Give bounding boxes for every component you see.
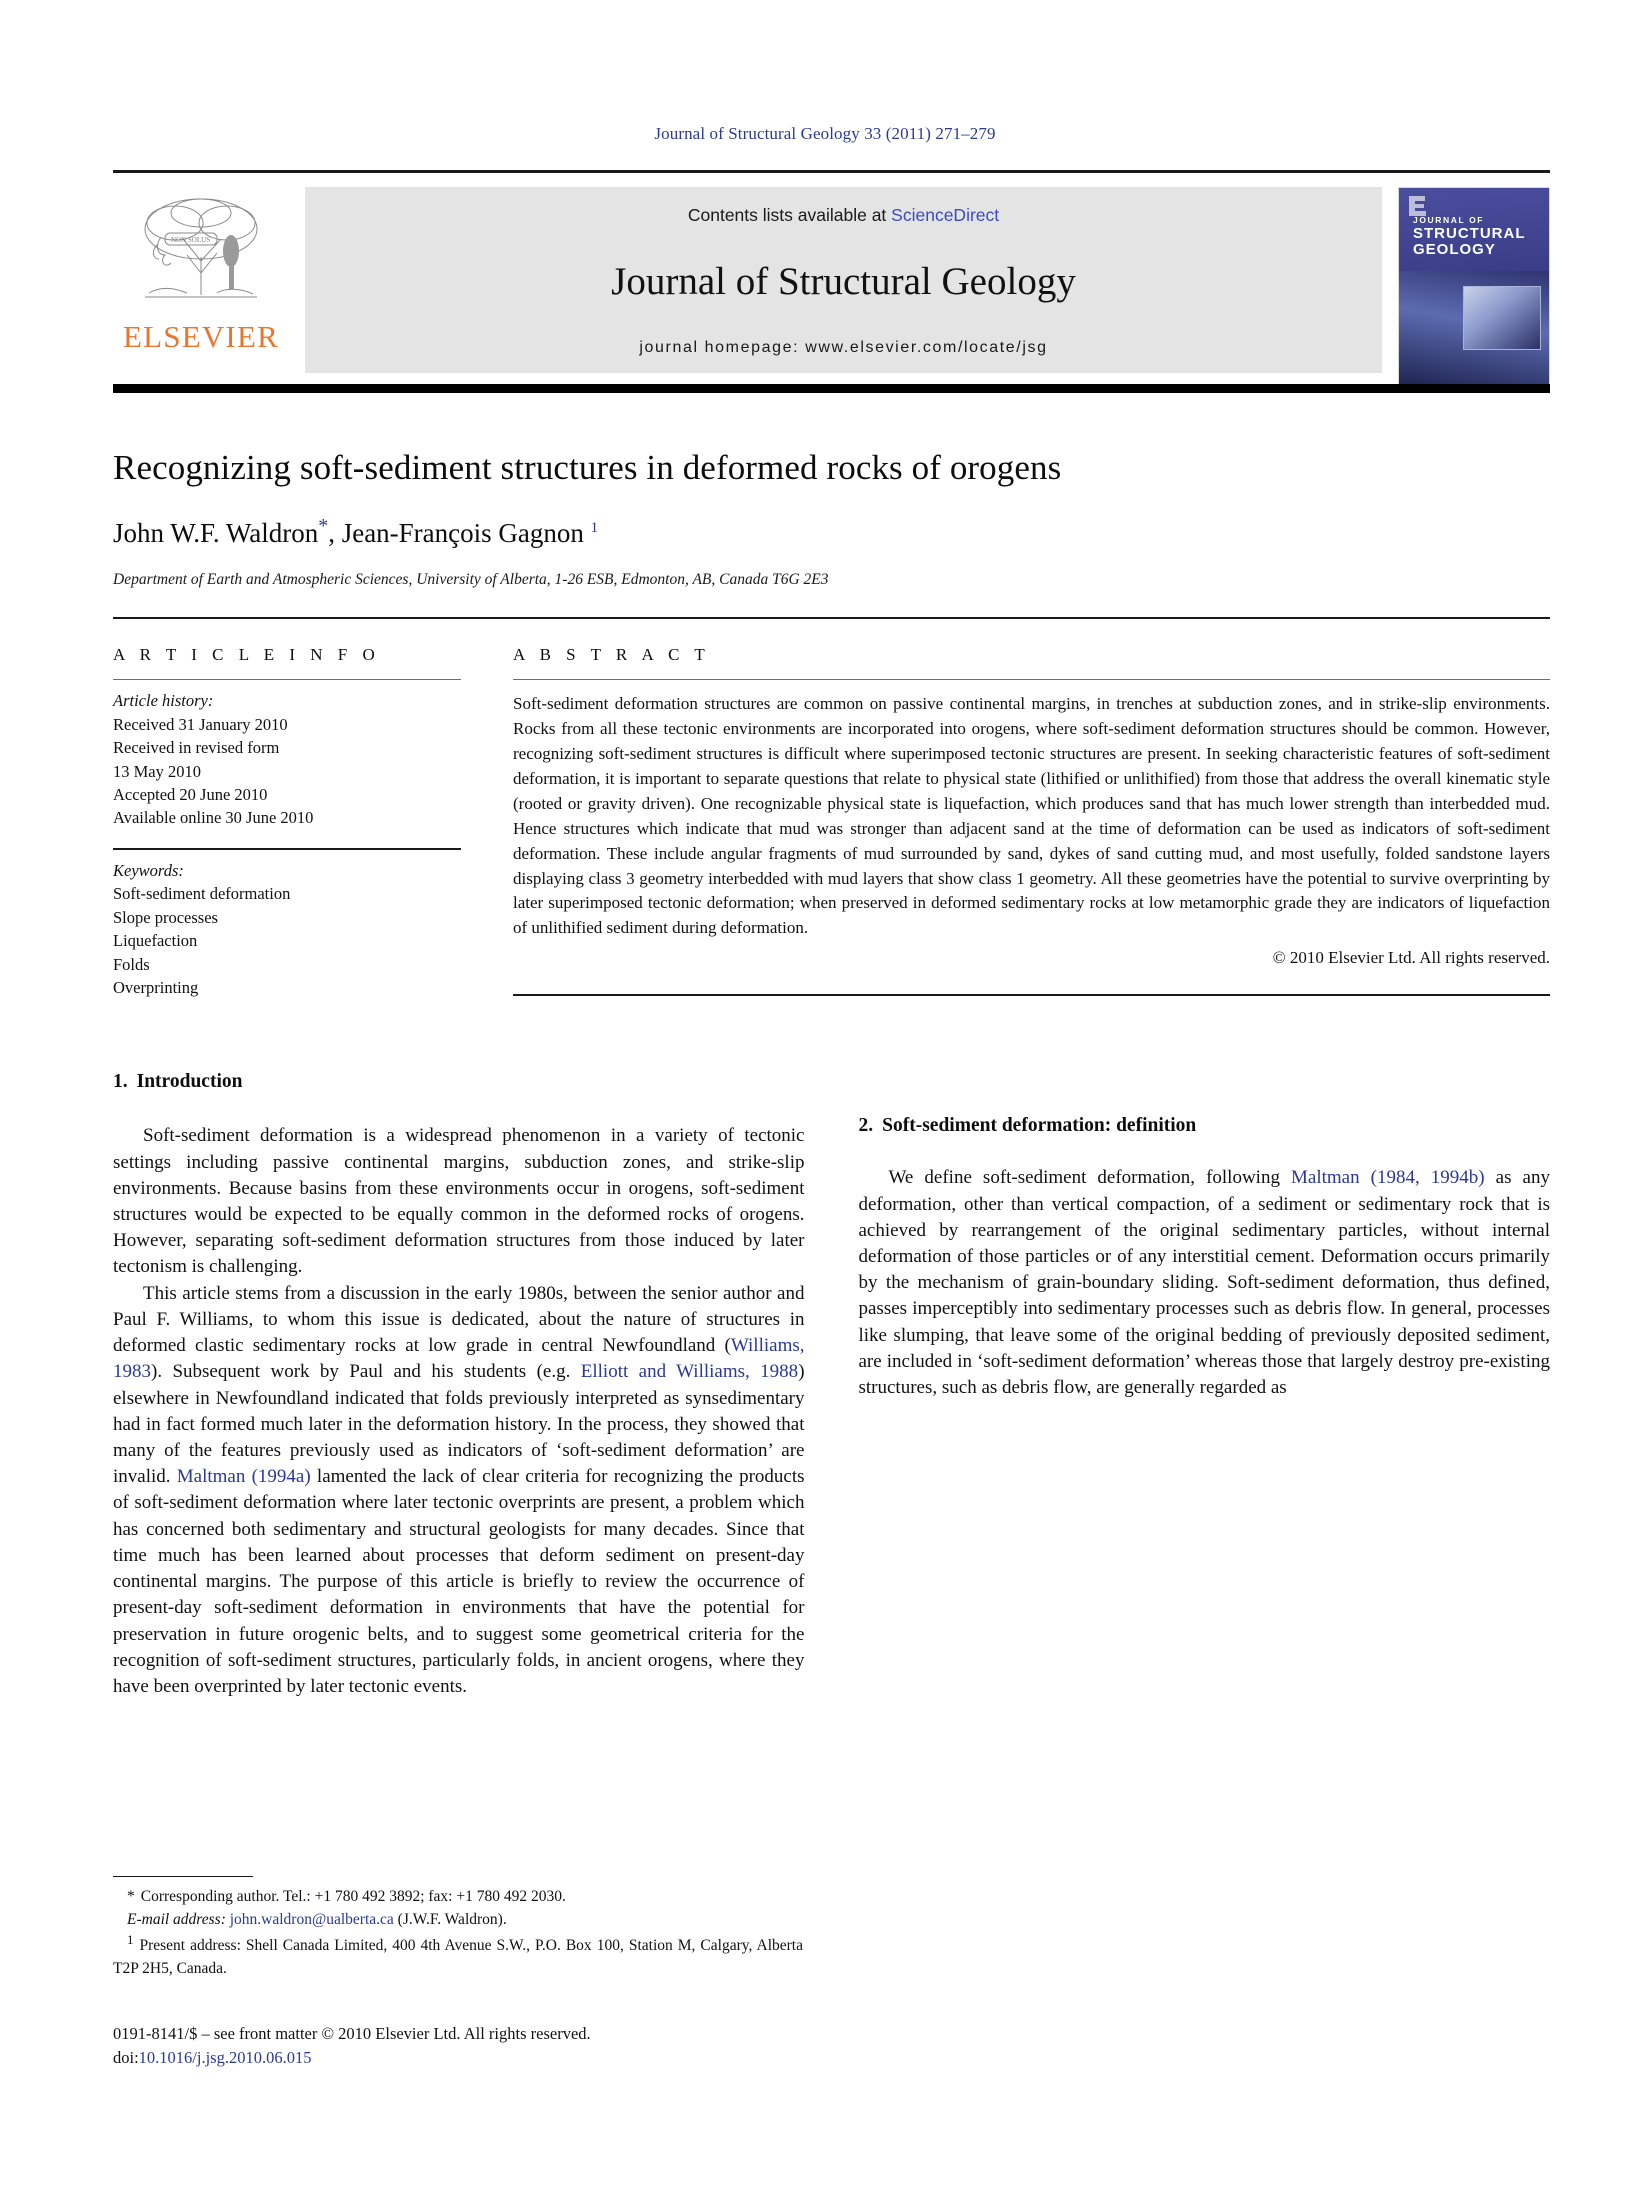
footnotes-block <box>113 1876 803 1981</box>
footnote-marker: 1 <box>127 1932 134 1948</box>
doi-label: doi: <box>113 2048 139 2068</box>
contents-line <box>688 205 999 226</box>
author-list <box>113 515 1550 549</box>
footnote-text: Corresponding author. Tel.: +1 780 492 3892; fax: +1 780 492 2030. <box>140 1888 566 1905</box>
keywords-rule <box>113 848 461 850</box>
title-block <box>113 447 1550 589</box>
footnote-present-address <box>113 1931 803 1980</box>
footnote-text: Present address: Shell Canada Limited, 400 4th Avenue S.W., P.O. Box 100, Station M, Calgary, Alberta T2P 2H5, Canada. <box>113 1937 803 1978</box>
cover-title <box>1413 216 1526 259</box>
article-info-rule <box>113 679 461 680</box>
abstract-column <box>513 645 1550 999</box>
text-run: as any deformation, other than vertical compaction, of a sediment or sedimentary rock that is achieved by rearrangement of the original sedimentary particles, without internal deformation of those particles or of any interstitial cement. Deformation occurs primarily by the mechanism of grain-boundary sliding. Soft-sediment deformation, thus defined, passes imperceptibly into sedimentary processes such as debris flow. In general, processes like slumping, that leave some of the original bedding of previously deposited sediment, are included in ‘soft-sediment deformation’ whereas those that largely destroy pre-existing structures, such as debris flow, are generally regarded as <box>858 1167 1550 1399</box>
citation-link[interactable]: Maltman (1994a) <box>176 1466 311 1488</box>
footnote-email <box>113 1909 803 1932</box>
keyword-item: Folds <box>113 954 150 974</box>
journal-homepage[interactable]: journal homepage: www.elsevier.com/locate/jsg <box>639 339 1048 356</box>
front-matter-line: 0191-8141/$ – see front matter © 2010 Elsevier Ltd. All rights reserved. <box>113 2024 591 2043</box>
elsevier-wordmark: ELSEVIER <box>123 319 279 354</box>
cover-title-line3: GEOLOGY <box>1413 241 1496 259</box>
footnote-separator <box>113 1876 253 1877</box>
keywords-label: Keywords: <box>113 860 184 880</box>
history-item: Available online 30 June 2010 <box>113 808 314 828</box>
cover-title-line1: JOURNAL OF <box>1413 215 1485 225</box>
abstract-rule <box>513 679 1550 680</box>
article-info-heading: A R T I C L E I N F O <box>113 645 381 665</box>
text-run: ) elsewhere in Newfoundland indicated that folds previously interpreted as synsedimentary had in fact formed much later in the deformation history. In the process, they showed that many of the features previously used as indicators of ‘soft-sediment deformation’ are invalid. <box>113 1361 805 1488</box>
keyword-item: Liquefaction <box>113 931 198 951</box>
text-run: This article stems from a discussion in the early 1980s, between the senior author and Paul F. Williams, to whom this issue is dedicated, about the nature of structures in deformed clastic sedimentary rocks at low grade in central Newfoundland ( <box>113 1282 805 1357</box>
email-label: E-mail address: <box>127 1910 226 1928</box>
section-title: Introduction <box>136 1071 243 1093</box>
keyword-item: Overprinting <box>113 977 199 997</box>
citation-link[interactable]: Maltman (1984, 1994b) <box>1291 1167 1485 1189</box>
section-number: 2. <box>858 1115 874 1137</box>
info-abstract-row <box>113 645 1550 999</box>
history-item: Received 31 January 2010 <box>113 714 288 734</box>
cover-elsevier-icon <box>1407 194 1427 216</box>
keyword-item: Soft-sediment deformation <box>113 884 291 904</box>
section-heading-introduction <box>113 1071 805 1093</box>
sciencedirect-link[interactable]: ScienceDirect <box>891 205 1000 225</box>
affiliation: Department of Earth and Atmospheric Sciences, University of Alberta, 1-26 ESB, Edmonton, AB, Canada T6G 2E3 <box>113 571 829 589</box>
citation-link[interactable]: Elliott and Williams, 1988 <box>580 1361 799 1383</box>
svg-text:NON SOLUS: NON SOLUS <box>171 236 211 244</box>
abstract-text: Soft-sediment deformation structures are common on passive continental margins, in trenches at subduction zones, and in strike-slip environments. Rocks from all these tectonic environments are incorporated into orogens, where soft-sediment deformation structures should be common. However, recognizing soft-sediment structures is difficult where superimposed tectonic structures are present. In seeking characteristic features of soft-sediment deformation, it is important to separate questions that relate to physical state (lithified or unlithified) from those that address the overall kinematic style (rooted or gravity driven). One recognizable physical state is liquefaction, which produces sand that has much lower strength than interbedded mud. Hence structures which indicate that mud was stronger than adjacent sand at the time of deformation can be used as indicators of soft-sediment deformation. These include angular fragments of mud surrounded by sand, dykes of sand cutting mud, and most usefully, folded sandstone layers displaying class 3 geometry interbedded with mud layers that show class 1 geometry. All these geometries have the potential to survive overprinting by later superimposed tectonic deformation; when preserved in deformed sedimentary rocks at low metamorphic grade they are indicators of liquefaction of unlithified sediment during deformation. <box>513 694 1550 938</box>
article-history-block <box>113 689 461 830</box>
email-link[interactable]: john.waldron@ualberta.ca <box>229 1910 394 1928</box>
colophon-block <box>113 2022 833 2071</box>
journal-cover-thumbnail[interactable] <box>1398 187 1550 387</box>
footnote-marker: * <box>127 1888 135 1905</box>
section-title: Soft-sediment deformation: definition <box>882 1115 1197 1137</box>
elsevier-logo <box>113 187 289 381</box>
history-item: Received in revised form <box>113 738 280 758</box>
paragraph <box>113 1281 805 1701</box>
keywords-block <box>113 859 461 1000</box>
abstract-copyright: © 2010 Elsevier Ltd. All rights reserved. <box>1272 948 1550 968</box>
journal-band <box>305 187 1382 373</box>
section-heading-definition <box>859 1115 1551 1137</box>
elsevier-tree-icon <box>131 189 271 317</box>
journal-title: Journal of Structural Geology <box>611 260 1076 303</box>
abstract-heading: A B S T R A C T <box>513 645 711 665</box>
journal-masthead <box>113 170 1550 381</box>
abstract-bottom-rule <box>513 994 1550 996</box>
cover-title-line2: STRUCTURAL <box>1413 224 1526 242</box>
body-column-right <box>859 1071 1551 1700</box>
history-item: 13 May 2010 <box>113 761 201 781</box>
footnote-corresponding-author <box>113 1886 803 1909</box>
author-one: John W.F. Waldron <box>113 518 319 549</box>
article-history-label: Article history: <box>113 691 214 711</box>
email-owner: (J.W.F. Waldron). <box>397 1910 507 1928</box>
keyword-item: Slope processes <box>113 907 218 927</box>
contents-prefix: Contents lists available at <box>687 205 892 225</box>
citation-link[interactable]: Williams, 1983 <box>113 1335 805 1383</box>
masthead-bottom-rule <box>113 384 1550 393</box>
body-column-left <box>113 1071 805 1700</box>
corresponding-author-marker: * <box>318 515 329 538</box>
paragraph: Soft-sediment deformation is a widespread phenomenon in a variety of tectonic settings including passive continental margins, subduction zones, and strike-slip environments. Because basins from these environments occur in orogens, soft-sediment structures would be expected to be equally common in the deformed rocks of orogens. However, separating soft-sediment deformation structures from those induced by later tectonism is challenging. <box>113 1125 805 1278</box>
text-run: lamented the lack of clear criteria for recognizing the products of soft-sediment deformation where later tectonic overprints are present, a problem which has concerned both sedimentary and structural geologists for many decades. Since that time much has been learned about processes that deform sediment on present-day continental margins. The purpose of this article is briefly to review the occurrence of present-day soft-sediment deformation in environments that have the potential for preservation in future orogenic belts, and to suggest some geometrical criteria for the recognition of soft-sediment structures, particularly folds, in ancient orogens, where they have been overprinted by later tectonic events. <box>113 1466 805 1697</box>
text-run: We define soft-sediment deformation, following <box>888 1167 1292 1189</box>
history-item: Accepted 20 June 2010 <box>113 784 268 804</box>
author-footnote-marker: 1 <box>590 520 599 537</box>
text-run: ). Subsequent work by Paul and his students (e.g. <box>151 1361 581 1383</box>
info-top-rule <box>113 617 1550 619</box>
doi-link[interactable]: 10.1016/j.jsg.2010.06.015 <box>138 2048 312 2068</box>
cover-inset-image <box>1463 286 1541 350</box>
running-head: Journal of Structural Geology 33 (2011) 271–279 <box>654 124 996 143</box>
body-columns <box>113 1071 1550 1700</box>
paragraph <box>859 1165 1551 1401</box>
author-two: , Jean-François Gagnon <box>328 518 591 549</box>
section-number: 1. <box>113 1071 128 1093</box>
doi-line <box>113 2046 833 2070</box>
article-info-column <box>113 645 461 999</box>
page-title: Recognizing soft-sediment structures in deformed rocks of orogens <box>113 448 1062 487</box>
